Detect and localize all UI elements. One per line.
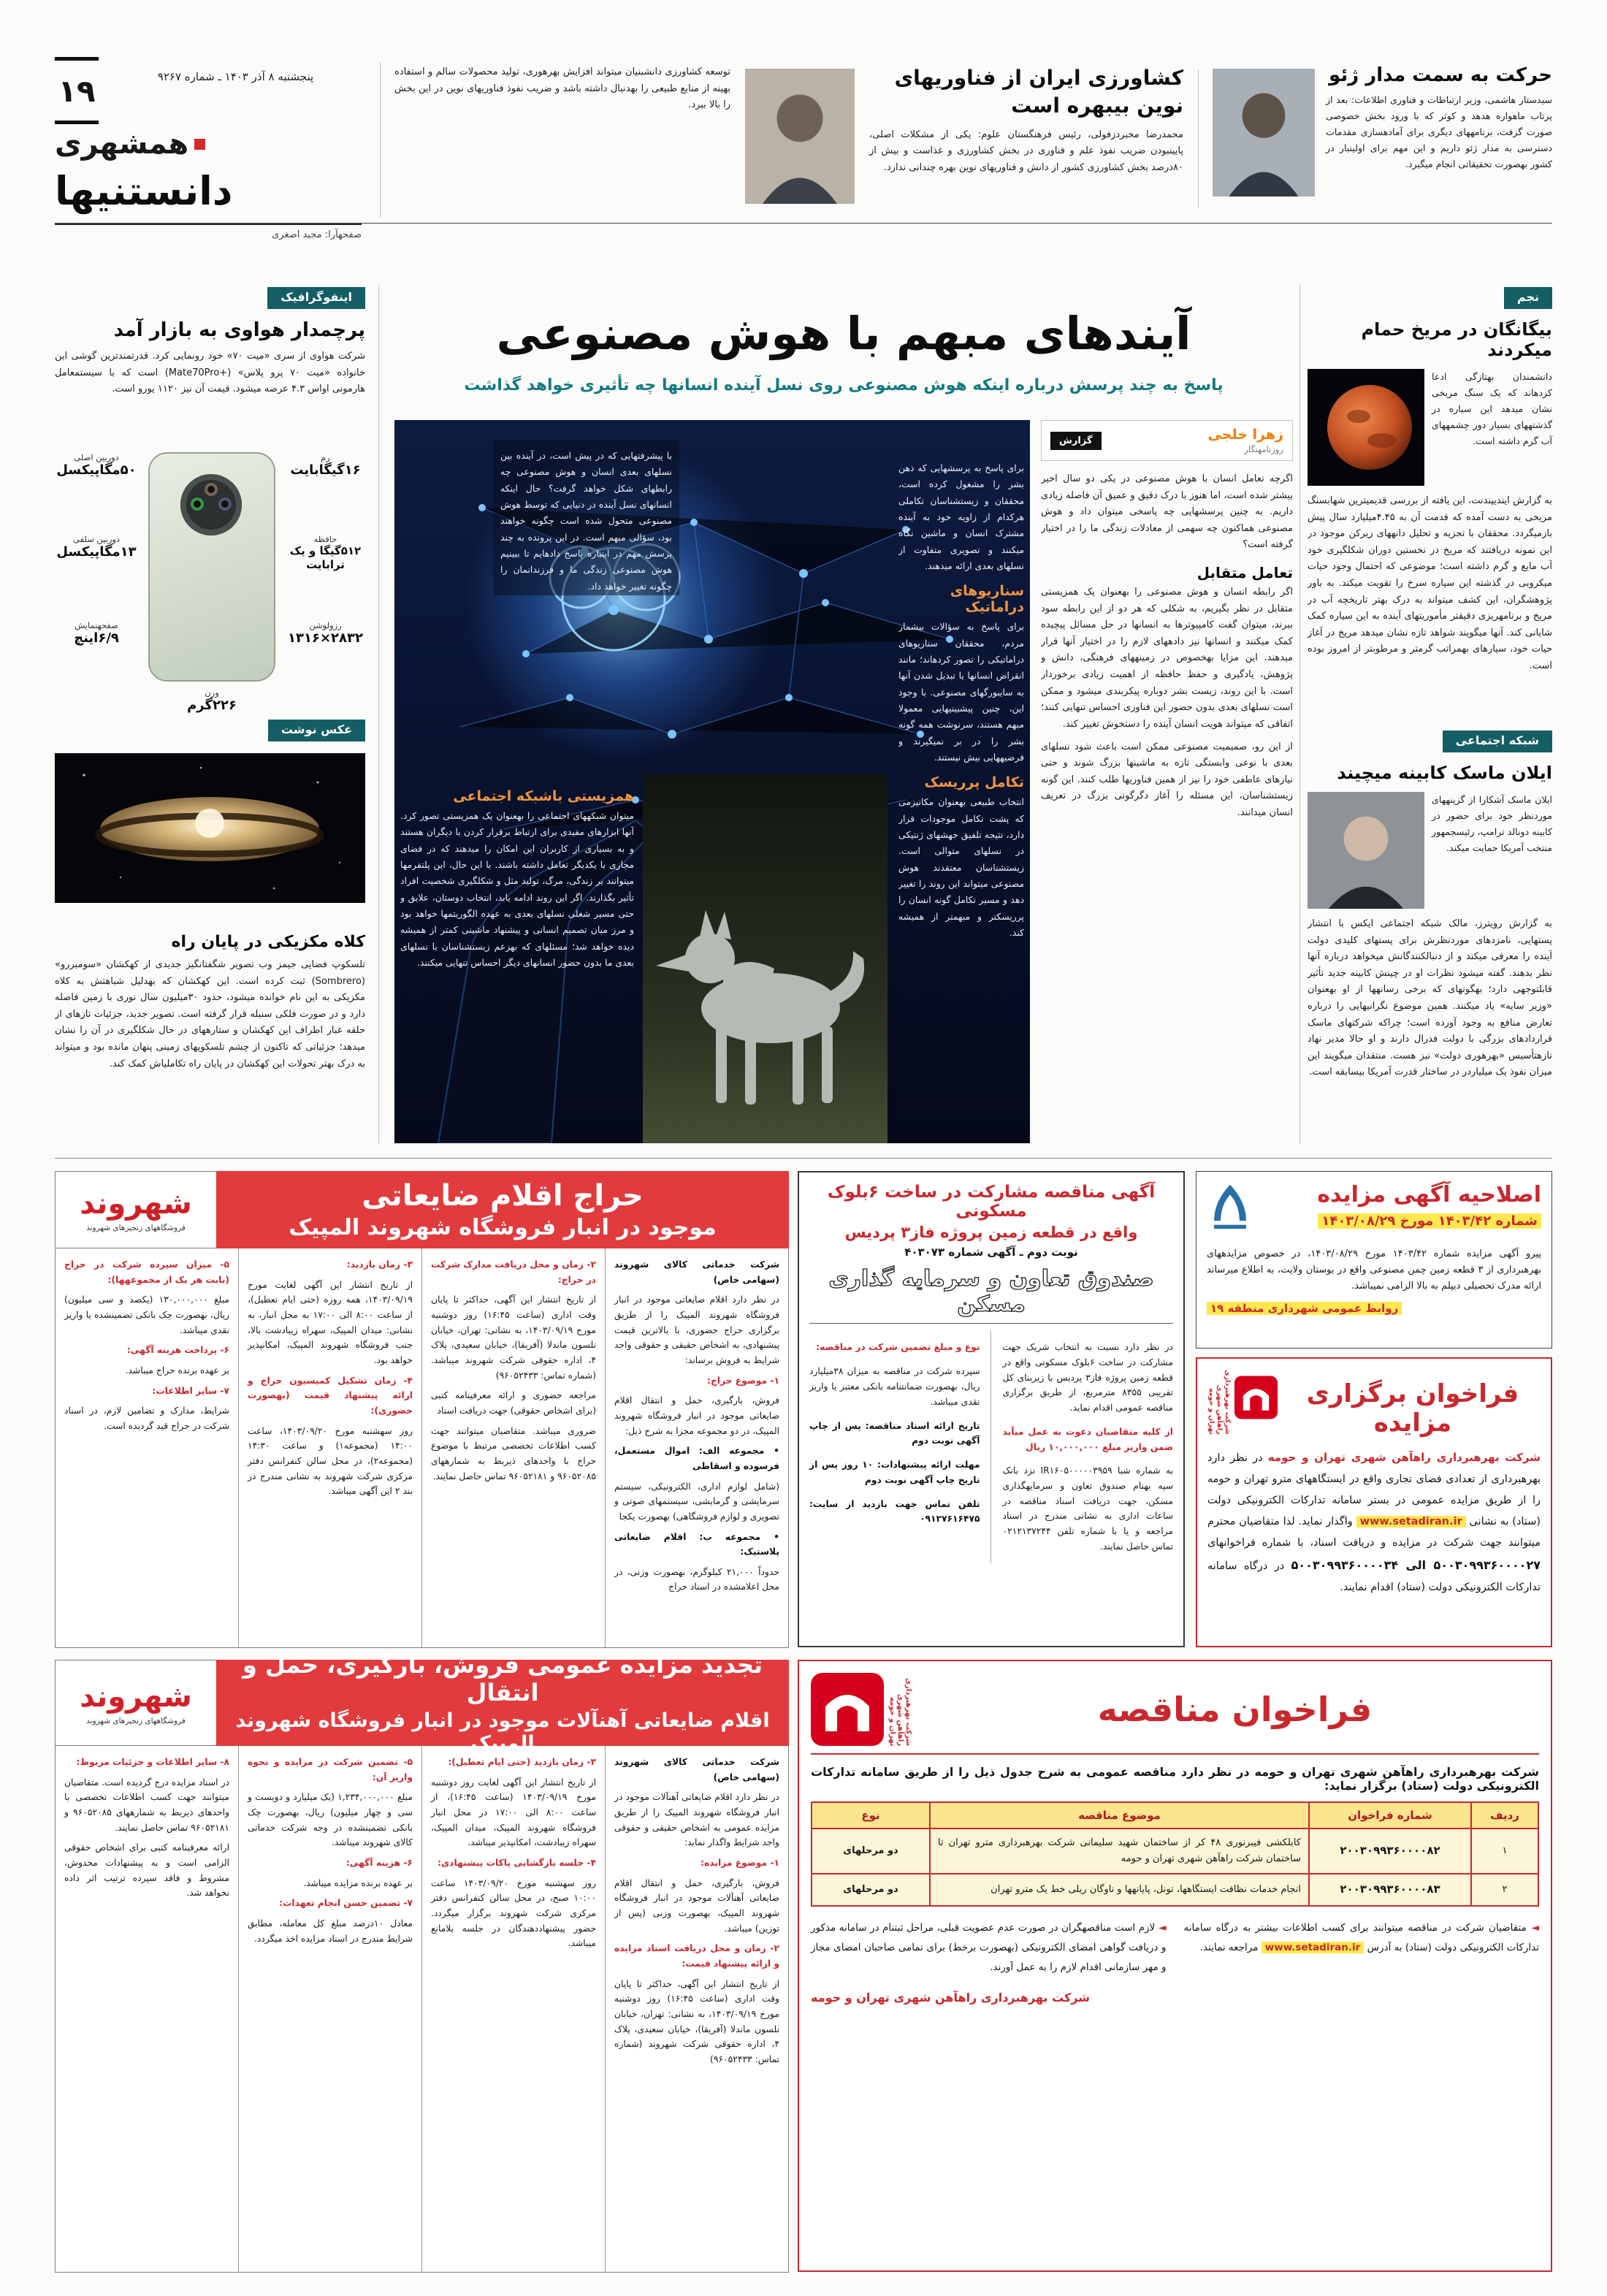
section-tag: شبکه اجتماعی [1443, 731, 1552, 752]
ad-column [1003, 1331, 1174, 1563]
col-header-row: ردیف [1471, 1802, 1538, 1828]
wolf-photo [643, 774, 888, 1143]
metro-auction-title: فراخوان برگزاری مزایده [1306, 1379, 1519, 1438]
byline-role: روزنامهنگار [1244, 444, 1283, 454]
musk-title: ایلان ماسک کابینه میچیند [1337, 763, 1552, 783]
musk-photo [1308, 792, 1424, 909]
tehran-municipality-logo-icon [1207, 1182, 1253, 1239]
section-body: از این رو، صمیمیت مصنوعی ممکن است باعث شود نسلهای بعدی با نوعی وابستگی تازه به ماشینها بزرگ شوند و حتی نیازهای عاطفی خود را نیز از همین فناوریها طلب کنند. این گونه زیستشناسان، این مسئله را آغاز دگرگونی بزرگ در تعریف انسان میدانند. [1041, 741, 1293, 818]
col-header-code: شماره فراخوان [1309, 1802, 1471, 1828]
ad-text: در نظر دارد اقلام ضایعاتی آهنآلات موجود در انبار فروشگاه شهروند المپیک را از طریق مزایده عمومی به اشخاص حقیقی و حقوقی واجد شرایط واگذار نماید: [614, 1792, 779, 1848]
page-number: ۱۹ [58, 72, 96, 109]
ad-text: مراجعه نمایند. [1199, 1941, 1259, 1953]
ad-item-heading: ۳- زمان بازدید: [346, 1259, 413, 1270]
wolf-icon [643, 774, 888, 1143]
spec-weight: وزن ۲۲۶گرم [187, 687, 237, 713]
tender-table [811, 1801, 1539, 1907]
ad-text: در درگاه سامانه تدارکات الکترونیکی دولت (ستاد) اقدام نمایند. [1207, 1560, 1541, 1593]
byline-box [1041, 420, 1293, 461]
musk-body: به گزارش رویترز، مالک شبکه اجتماعی ایکس با انتشار پستهایی، نامزدهای موردنظرش برای پستهای کلیدی دولت آینده را معرفی میکند و از دنبالکنندگانش میخواهد درباره آنها نظر بدهند. گفته میشود نظرات او در چینش کابینه جدید تأثیر قابلتوجهی دارد؛ بهگونهای که برخی رسانهها از او بهعنوان «وزیر سایه» یاد میکنند. همین موضوع نگرانیهایی را درباره تعارض منافع به وجود آورده است؛ چراکه شرکتهای ماسک قراردادهای بزرگی با دولت فدرال دارند و او حالا مدیر نهاد تازهتأسیس «بهرهوری دولت» نیز هست. منتقدان میگویند این میزان نفوذ یک میلیاردر در ساختار قدرت آمریکا بیسابقه است. [1308, 918, 1552, 1078]
man-portrait-icon [1213, 69, 1315, 197]
tender-title: فراخوان مناقصه [1097, 1690, 1373, 1729]
setadiran-link[interactable]: www.setadiran.ir [1356, 1516, 1466, 1528]
ad-text: از تاریخ انتشار این آگهی لغایت روز دوشنبه مورخ ۱۴۰۳/۰۹/۱۹ (ساعت ۱۶:۴۵)، از ساعت ۸:۰۰ الی ۱۷:۰۰ در محل انبار فروشگاه شهروند المپیک، میدان المپیک، سهراه زیبادشت، امکانپذیر میباشد. [431, 1777, 597, 1848]
section-scenarios [898, 460, 1024, 1140]
ad-text: سپرده شرکت در مناقصه به میزان ۳۸میلیارد ریال، بهصورت ضمانتنامه بانکی معتبر یا واریز نقدی میباشد. [809, 1366, 980, 1407]
divider [378, 285, 379, 1143]
mars-body: به گزارش ایندیپندنت، این یافته از بررسی قدیمیترین شهابسنگ مریخی به دست آمده که قدمت آن به ۴.۴۵میلیارد سال پیش بازمیگردد. محققان با تجزیه و تحلیل دانههای زیرکن موجود در این نمونه دریافتند که مریخ در نخستین دوران شکلگیری خود آب مایع و گرم داشته است؛ موضوعی که احتمال وجود حیات میکروبی در گذشته این سیاره سرخ را تقویت میکند. به باور پژوهشگران، این کشف میتواند به درک بهتر تاریخچه آب در مریخ و برنامهریزی دقیقتر مأموریتهای آینده به این سیاره کمک شایانی کند. آنها میگویند شواهد تازه نشان میدهد مریخ در آغاز حیات خود، سیارهای بهمراتب گرمتر و مرطوبتر از امروز بوده است. [1308, 495, 1552, 672]
ad-text: بر عهده برنده مزایده میباشد. [303, 1877, 413, 1888]
ad-text: شرکت خدماتی کالای شهروند (سهامی خاص) [614, 1259, 779, 1285]
ad-metro-auction [1196, 1357, 1552, 1647]
top-brief-agri [394, 64, 1183, 216]
ad-banner-line2: اقلام ضایعاتی آهنآلات موجود در انبار فروشگاه شهروند المپیک [235, 1709, 770, 1755]
section-heading: همزیستی باشبکه اجتماعی [453, 788, 634, 804]
ad-banner [216, 1171, 789, 1248]
correction-body: پیرو آگهی مزایده شماره ۱۴۰۳/۴۲ مورخ ۱۴۰۳/۰۸/۲۹، در خصوص مزایدههای بهرهبرداری از ۳ قطعه زمین چمن مصنوعی واقع در بوستان ولایت، به اطلاع میرساند ارائه مدرک تحصیلی دیپلم به بالا الزامی نمیباشد. [1207, 1248, 1542, 1292]
spec-main-camera: دوربین اصلی ۵۰مگاپیکسل [56, 452, 137, 478]
ad-item-heading: نوع و مبلغ تضمین شرکت در مناقصه: [816, 1342, 980, 1353]
cell-subject: کابلکشی فیبرنوری ۴۸ کر از ساختمان شهید سلیمانی شرکت بهرهبرداری مترو تهران تا ساختمان شرکت راهآهن شهری تهران و حومه [930, 1828, 1309, 1874]
divider [380, 62, 381, 217]
shahrvand-logo-sub: فروشگاههای زنجیرهای شهروند [86, 1717, 186, 1725]
ad-scrap-auction [55, 1171, 789, 1647]
ad-text: در اسناد مزایده درج گردیده است. متقاضیان میتوانند جهت کسب اطلاعات تخصصی با واحدهای ذیربط به شمارههای ۹۶۰۵۲۰۸۵ و ۹۶۰۵۲۱۸۱ تماس حاصل نمایند. [64, 1777, 229, 1833]
section-heading: تعامل متقابل [1196, 564, 1293, 582]
ad-column [605, 1746, 788, 2272]
ad-organization: صندوق تعاون و سرمایه گذاری مسکن [828, 1266, 1154, 1317]
ad-item-heading: ۵- تضمین شرکت در مزایده و نحوه واریز آن: [248, 1757, 413, 1782]
ad-item-heading: ۶- هزینه آگهی: [346, 1857, 413, 1868]
ad-text: ارائه معرفینامه کتبی برای اشخاص حقوقی الزامی است و به پیشنهادات مخدوش، مشروط و فاقد سپرده ترتیب اثر داده نخواهد شد. [64, 1842, 229, 1899]
col-header-type: نوع [812, 1802, 930, 1828]
shahrvand-logo-sub: فروشگاههای زنجیرهای شهروند [86, 1224, 186, 1232]
cell-row-number: ۲ [1471, 1874, 1538, 1906]
ad-item-heading: ۲- زمان و محل دریافت مدارک شرکت در حراج: [431, 1259, 596, 1285]
correction-signature: روابط عمومی شهرداری منطقه ۱۹ [1207, 1302, 1402, 1315]
portrait-photo [1213, 69, 1315, 197]
mars-photo [1308, 369, 1424, 486]
mars-title: بیگانگان در مریخ حمام میکردند [1361, 319, 1552, 360]
sombrero-galaxy-icon [55, 753, 365, 903]
tender-table-row [812, 1874, 1538, 1906]
byline-name: زهرا خلجی [1207, 427, 1283, 443]
divider [55, 223, 1552, 224]
ad-text: فروش، بارگیری، حمل و انتقال اقلام ضایعاتی آهنآلات موجود در انبار فروشگاه شهروند المپیک، بهصورت وزنی (پس از توزین) میباشد. [614, 1877, 779, 1934]
ad-text: معادل ۱۰درصد مبلغ کل معامله، مطابق شرایط مندرج در اسناد مزایده اخذ میگردد. [248, 1918, 413, 1944]
tender-table-row [812, 1828, 1538, 1874]
section-name: دانستنیها [55, 168, 233, 214]
section-heading: سناریوهای دراماتیک [950, 583, 1024, 616]
ad-column [238, 1248, 421, 1647]
shahrvand-logo-text: شهروند [80, 1680, 192, 1714]
ad-text: به شماره شبا IR۱۶۰۵۰۰۰۰۰۳۹۵۹ نزد بانک سپه بهنام صندوق تعاون و سرمایهگذاری مسکن، جهت دریافت اسناد مناقصه در ساعات اداری به نشانی مندرج در اسناد مراجعه و یا با شماره تلفن ۰۲۱۲۱۳۷۲۴۴ تماس حاصل نمایند. [1002, 1465, 1173, 1552]
brief-body: محمدرضا مخبردزفولی، رئیس فرهنگستان علوم: یکی از مشکلات اصلی، پایینبودن ضریب نفوذ علم و فناوری در بخش کشاورزی و غذاست و بیش از ۸۰درصد بخش کشاورزی کشور از دانش و فناوریهای نوین بهره چندانی ندارد. [869, 129, 1183, 173]
cell-call-number: ۲۰۰۳۰۹۹۳۶۰۰۰۰۸۳ [1309, 1874, 1471, 1906]
musk-article [1308, 731, 1552, 1129]
ad-title-line2: واقع در قطعه زمین پروژه فاز۳ پردیس [844, 1224, 1138, 1241]
ad-text: مبلغ ۱۳۰,۰۰۰,۰۰۰ (یکصد و سی میلیون) ریال، بهصورت چک بانکی تضمینشده یا واریز نقدی میباشد. [64, 1294, 230, 1335]
cell-type: دو مرحلهای [812, 1828, 930, 1874]
metro-auction-body [1207, 1446, 1541, 1598]
main-article-text-column [1041, 420, 1293, 1143]
camera-module-icon [180, 474, 242, 535]
ad-text: روز سهشنبه مورخ ۱۴۰۳/۰۹/۲۰ ساعت ۱۰:۰۰ صبح، در محل سالن کنفرانس دفتر مرکزی شرکت شهروند برگزار میگردد. حضور پیشنهاددهندگان در جلسه بلامانع میباشد. [431, 1877, 596, 1949]
cell-type: دو مرحلهای [812, 1874, 930, 1906]
section-body: برای پاسخ به سؤالات بیشمار مردم، محققان سناریوهای دراماتیکی را تصور کردهاند؛ مانند انقراض انسانها یا تبدیل شدن آنها به سایبورگهای مصنوعی. با وجود این، چنین پیشبینیهایی معمولا مبهم هستند، سرنوشت همه گونه بشر را در بر نمیگیرند و فرضیههایی بیش نیستند. [898, 621, 1024, 763]
metro-logo-icon [811, 1673, 884, 1746]
phone-image [148, 452, 275, 682]
ad-text: ضروری میباشد. متقاضیان میتوانند جهت کسب اطلاعات تخصصی مرتبط با موضوع حراج با واحدهای ذیربط به شمارههای ۹۶۰۵۲۰۸۵ و ۹۶۰۵۲۱۸۱ تماس حاصل نمایند. [431, 1425, 596, 1481]
spec-display: صفحهنمایش ۶/۹اینچ [74, 620, 119, 646]
masthead [55, 57, 369, 240]
divider [1299, 285, 1300, 1143]
shahrvand-logo-text: شهروند [80, 1187, 192, 1221]
metro-side-label: شرکت بهرهبرداری راهآهن شهری تهران و حومه [888, 1677, 912, 1746]
galaxy-photo [55, 753, 365, 903]
ad-item-heading: ۷- سایر اطلاعات: [152, 1385, 229, 1396]
metro-logo-block [811, 1673, 920, 1746]
report-chip: گزارش [1050, 432, 1102, 450]
ad-column [56, 1248, 238, 1647]
ad-text: در نظر دارد نسبت به انتخاب شریک جهت مشارکت در ساخت ۶بلوک مسکونی واقع در قطعه زمین پروژه فاز۳ پردیس با زیربنای کل تقریبی ۸۳۵۵ مترمربع، از طریق برگزاری مناقصه عمومی اقدام نماید. [1002, 1342, 1174, 1413]
ad-text: • مجموعه الف: اموال مستعمل، فرسوده و اسقاطی [614, 1446, 779, 1471]
section-body: انتخاب طبیعی بهعنوان مکانیزمی که پشت تکامل موجودات قرار دارد، نتیجه تلفیق جهشهای ژنتیکی در نسلهای متوالی است. زیستشناسان معتقدند هوش مصنوعی میتواند این روند را تغییر دهد و مسیر تکامل گونه انسان را پرریسکتر و مبهمتر از همیشه کند. [898, 796, 1024, 938]
metro-logo-block [1207, 1369, 1278, 1435]
section-heading: تکامل پرریسک [924, 774, 1024, 791]
metro-side-label: شرکت بهرهبرداری راهآهن شهری تهران و حومه [1207, 1370, 1232, 1435]
spec-selfie-camera: دوربین سلفی ۱۳مگاپیکسل [56, 534, 137, 560]
correction-title: اصلاحیه آگهی مزایده [1317, 1182, 1541, 1208]
ad-column [605, 1248, 788, 1647]
main-article-image [394, 420, 1030, 1143]
ad-item-heading: ۲- زمان و محل دریافت اسناد مزایده و ارائه پیشنهاد قیمت: [614, 1943, 779, 1969]
section-tag: اینفوگرافیک [267, 287, 365, 309]
ad-item-heading: ۴- جلسه بازگشایی پاکات پیشنهادی: [437, 1857, 596, 1868]
ad-text: شرایط، مدارک و تضامین لازم، در اسناد شرکت در حراج قید گردیده است. [64, 1406, 229, 1431]
ad-note: نوبت دوم ـ آگهی شماره ۴۰۳۰۷۳ [904, 1246, 1078, 1259]
tender-note: ◄ متقاضیان شرکت در مناقصه میتوانند برای کسب اطلاعات بیشتر به درگاه سامانه تدارکات الکترونیکی دولت (ستاد) به آدرس www.setadiran.ir مراجعه نمایند. [1183, 1921, 1539, 1953]
spec-memory: حافظه ۵۱۲گیگا و یک ترابایت [289, 534, 362, 571]
photo-note-block [55, 720, 365, 1153]
ad-column [56, 1746, 238, 2272]
ad-item-heading: ۴- زمان تشکیل کمیسیون حراج و ارائه پیشنهاد قیمت (بهصورت حضوری): [248, 1375, 413, 1416]
correction-subtitle: شماره ۱۴۰۳/۴۲ مورخ ۱۴۰۳/۰۸/۲۹ [1318, 1213, 1541, 1229]
section-tag: نجم [1504, 287, 1552, 309]
ad-title-line1: آگهی مناقصه مشارکت در ساخت ۶بلوک مسکونی [827, 1183, 1156, 1221]
metro-logo-icon [1234, 1369, 1278, 1426]
spec-resolution: رزولوشن ۲۸۳۲×۱۳۱۶ [288, 620, 363, 646]
ad-banner [216, 1650, 789, 1755]
section-body: اگر رابطه انسان و هوش مصنوعی را بهعنوان یک همزیستی متقابل در نظر بگیریم، به شکلی که هر دو از این رابطه سود ببرند، میتوان گفت کامپیوترها به انسانها در حل مسائل پیچیده کمک میکنند و انسانها نیز دادههای لازم را در اختیار آنها قرار میدهند. این مزایا بهخصوص در زمینههای فرهنگی، دانش و پژوهش، یادگیری و حفظ حافظه از اهمیت زیادی برخوردار است. با این روند، زیست بشر دوباره پیکربندی میشود و ممکن است نسلهای بعدی بدون حضور این فناوری احساس تنهایی کنند؛ اتفاقی که میتواند هویت انسان آینده را دستخوش تغییر کند. [1041, 587, 1293, 730]
ad-banner-line2: موجود در انبار فروشگاه شهروند المپیک [289, 1214, 717, 1240]
photo-note-title: کلاه مکزیکی در پایان راه [171, 933, 365, 951]
divider [55, 1158, 1552, 1159]
ad-banner-line1: تجدید مزایده عمومی فروش، بارگیری، حمل و انتقال [242, 1650, 763, 1706]
company-name: شرکت بهرهبرداری راهآهن شهری تهران و حومه [1267, 1451, 1541, 1464]
main-article-title: آیندهای مبهم با هوش مصنوعی [496, 307, 1191, 360]
mars-article [1308, 287, 1552, 734]
brief-body-continued: توسعه کشاورزی دانشبنیان میتواند افزایش بهرهوری، تولید محصولات سالم و استفاده بهینه از منابع طبیعی را بهدنبال داشته باشد و ضریب نفوذ فناوریهای نوین در این بخش را بالا ببرد. [394, 66, 730, 111]
ad-column [238, 1746, 421, 2272]
brief-title: حرکت به سمت مدار ژئو [1329, 64, 1552, 86]
tender-note: ◄ لازم است مناقصهگران در صورت عدم عضویت قبلی، مراحل ثبتنام در سامانه مذکور و دریافت گواهی امضای الکترونیکی (بهصورت برخط) برای تمامی صاحبان امضای مجاز و مهر سازمانی اقدام لازم را به عمل آورند. [811, 1921, 1167, 1973]
ad-column [421, 1746, 605, 2272]
ad-text: واگذار نماید. لذا متقاضیان محترم میتوانند جهت شرکت در مزایده و دریافت اسناد، با شماره فراخوانهای [1207, 1516, 1541, 1549]
ad-renewed-auction [55, 1650, 789, 2272]
section-social [400, 779, 634, 1139]
tender-table-header-row [812, 1802, 1538, 1828]
paper-logo [55, 127, 205, 161]
infographic-body: شرکت هواوی از سری «میت ۷۰» خود رونمایی کرد. قدرتمندترین گوشی این خانواده «میت ۷۰ پرو پلاس» (+Mate70Pro) است که با سیستمعامل هارمونی اواس ۴.۳ عرضه میشود. قیمت آن نیز ۱۱۲۰ یورو است. [55, 351, 365, 395]
man-portrait-icon [1308, 792, 1424, 909]
ad-text: مبلغ ۱,۲۳۴,۰۰۰,۰۰۰ (یک میلیارد و دویست و سی و چهار میلیون) ریال، بهصورت چک بانکی تضمینشده در وجه شرکت خدماتی کالای شهروند میباشد. [248, 1792, 413, 1848]
ad-text: فروش، بارگیری، حمل و انتقال اقلام ضایعاتی موجود در انبار فروشگاه شهروند المپیک، در دو مجموعه مجزا به شرح ذیل: [614, 1395, 779, 1436]
section-intro: برای پاسخ به پرسشهایی که ذهن بشر را مشغول کرده است، محققان و زیستشناسان تکاملی هرکدام از زاویه خود به آینده مشترک انسان و ماشین نگاه میکنند و تصویری متفاوت از نسلهای بعدی ارائه میدهند. [898, 462, 1024, 571]
ad-item-heading: ۱- موضوع مزایده: [701, 1857, 779, 1868]
photo-note-body: تلسکوپ فضایی جیمز وب تصویر شگفتانگیز جدیدی از کهکشان «سومبررو» (Sombrero) ثبت کرده است. این کهکشان که بهدلیل شباهتش به کلاه مکزیکی به این نام خوانده میشود، حدود ۳۰میلیون سال نوری با زمین فاصله دارد و در صورت فلکی سنبله قرار گرفته است. تصویر جدید، جزئیات تازهای از حلقه غبار اطراف این کهکشان و ستارههای در حال شکلگیری در آن را نشان میدهد؛ جزئیاتی که تاکنون از چشم تلسکوپهای زمینی پنهان مانده بود و میتواند به درک بهتر تحولات این کهکشان در پایان راه تکاملیاش کمک کند. [55, 959, 365, 1069]
ad-text: متقاضیان شرکت در مناقصه میتوانند برای کسب اطلاعات بیشتر به درگاه سامانه تدارکات الکترونیکی دولت (ستاد) به آدرس [1183, 1921, 1539, 1953]
ad-text: در نظر دارد بهرهبرداری از تعدادی فضای تجاری واقع در ایستگاههای مترو تهران و حومه را از طریق مزایده عمومی در بستر سامانه تدارکات الکترونیکی دولت (ستاد) به نشانی [1207, 1452, 1541, 1528]
main-article-subtitle: پاسخ به چند پرسش درباره اینکه هوش مصنوعی روی نسل آینده انسانها چه تأثیری خواهد گذاشت [464, 376, 1224, 394]
shahrvand-logo [55, 1171, 216, 1248]
ad-metro-tender [798, 1660, 1552, 2272]
ad-text: مهلت ارائه پیشنهادات: ۱۰ روز پس از تاریخ چاپ آگهی نوبت دوم [809, 1460, 980, 1485]
call-numbers: ۵۰۰۳۰۹۹۳۶۰۰۰۰۲۷ الی ۵۰۰۳۰۹۹۳۶۰۰۰۰۳۴ [1291, 1558, 1541, 1572]
article-intro: اگرچه تعامل انسان با هوش مصنوعی در یکی دو سال اخیر بیشتر شده است، اما هنوز با درک دقیق و عمیق آن فاصله زیادی داریم. به چنین پرسشهایی چه پاسخی میتوان داد و هوش مصنوعی هماکنون چه سهمی از معادلات زندگی ما را در اختیار گرفته است؟ [1041, 473, 1293, 551]
ad-text: لازم است مناقصهگران در صورت عدم عضویت قبلی، مراحل ثبتنام در سامانه مذکور و دریافت گواهی امضای الکترونیکی (بهصورت برخط) برای تمامی صاحبان امضای مجاز و مهر سازمانی اقدام لازم را به عمل آورند. [811, 1921, 1167, 1973]
ad-housing-tender [798, 1171, 1185, 1647]
infographic-title: پرچمدار هواوی به بازار آمد [113, 319, 365, 341]
section-tag: عکس نوشت [268, 720, 365, 741]
date-line: پنجشنبه ۸ آذر ۱۴۰۳ ـ شماره ۹۲۶۷ [157, 70, 314, 83]
brief-title: کشاورزی ایران از فناوریهای نوین بیبهره است [894, 66, 1183, 118]
cell-subject: انجام خدمات نظافت ایستگاهها، تونل، پایانهها و ناوگان ریلی خط یک مترو تهران [930, 1874, 1309, 1906]
infographic-block [55, 287, 365, 713]
ad-item-heading: ۸- سایر اطلاعات و جزئیات مربوط: [76, 1757, 229, 1767]
ad-text: از تاریخ انتشار این آگهی، حداکثر تا پایان وقت اداری (ساعت ۱۶:۴۵) روز دوشنبه مورخ ۱۴۰۳/۰۹/۱۹، به نشانی: تهران، خیابان نلسون ماندلا (آفریقا)، خیابان سعیدی، پلاک ۴، اداره حقوقی شرکت شهروند (شماره تماس: ۹۶۰۵۲۴۳۳) [614, 1978, 779, 2064]
man-portrait-icon [745, 69, 855, 204]
section-body: میتوان شبکههای اجتماعی را بهعنوان یک همزیستی تصور کرد. آنها ابزارهای مفیدی برای ارتباط برقرار کردن با دیگران هستند و به بسیاری از کاربران این امکان را میدهند که در فضای مجازی با یکدیگر تعامل داشته باشند. با این حال، این پلتفرمها میتوانند بر زندگی، مرگ، تولید مثل و شکلگیری شخصیت افراد تأثیر بگذارند. اگر این روند ادامه یابد، انتخاب دوستان، علایق و حتی مسیر شغلی نسلهای بعدی به عهده الگوریتمها خواهد بود و مرز میان تصمیم انسانی و پیشنهاد ماشینی کمتر از همیشه دیده خواهد شد؛ مسئلهای که بهزعم زیستشناسان با نسلهای بعدی ما بدون حضور انسانهای دیگر احساس تنهایی میکنند. [400, 810, 634, 968]
ad-text: بر عهده برنده حراج میباشد. [125, 1365, 229, 1376]
ad-text: از کلیه متقاضیان دعوت به عمل میآید ضمن واریز مبلغ ۱۰,۰۰۰,۰۰۰ ریال [1002, 1426, 1173, 1452]
ad-item-heading: ۳- زمان بازدید (حتی ایام تعطیل): [448, 1757, 596, 1767]
ad-text: مراجعه حضوری و ارائه معرفینامه کتبی (برای اشخاص حقوقی) جهت دریافت اسناد [431, 1390, 596, 1416]
ad-item-heading: ۷- تضمین حسن انجام تعهدات: [279, 1898, 413, 1909]
ad-banner-line1: حراج اقلام ضایعاتی [362, 1178, 644, 1213]
ad-text: از تاریخ انتشار این آگهی، حداکثر تا پایان وقت اداری (ساعت ۱۶:۴۵) روز دوشنبه مورخ ۱۴۰۳/۰۹/۱۹، به نشانی: تهران، خیابان نلسون ماندلا (آفریقا)، خیابان سعیدی، پلاک ۴، اداره حقوقی شرکت شهروند میباشد. (شماره تماس: ۹۶۰۵۲۴۳۳) [431, 1294, 596, 1381]
divider [809, 1323, 1173, 1324]
ad-item-heading: ۶- پرداخت هزینه آگهی: [126, 1345, 229, 1356]
paper-name: همشهری [55, 127, 189, 161]
mars-body-lead: دانشمندان بهتازگی ادعا کردهاند که یک سنگ مریخی نشان میدهد این سیاره در گذشتههای بسیار دور چشمههای آب گرم داشته است. [1432, 371, 1552, 446]
col-header-subject: موضوع مناقصه [930, 1802, 1309, 1828]
ad-item-heading: ۱- موضوع حراج: [706, 1375, 779, 1386]
ad-text: (شامل لوازم اداری، الکترونیکی، سیستم سرمایشی و گرمایشی، سیستمهای صوتی و تصویری و لوازم فروشگاهی) بهصورت یکجا [614, 1481, 779, 1522]
ad-text: روز سهشنبه مورخ ۱۴۰۳/۰۹/۲۰، ساعت ۱۴:۰۰ (مجموعه۱) و ساعت ۱۴:۳۰ (مجموعه۲)، در محل سالن کنفرانس دفتر مرکزی شرکت شهروند به نشانی مندرج در بند ۲ این آگهی میباشد. [248, 1425, 413, 1497]
setadiran-link[interactable]: www.setadiran.ir [1261, 1942, 1364, 1953]
divider [1198, 69, 1199, 208]
ad-phone: تلفن تماس جهت بازدید از سایت: ۰۹۱۲۷۶۱۶۴۷۵ [809, 1498, 980, 1525]
ad-column [421, 1248, 605, 1647]
tender-intro: شرکت بهرهبرداری راهآهن شهری تهران و حومه در نظر دارد مناقصه عمومی به شرح جدول ذیل را از طریق سامانه تدارکات الکترونیکی دولت (ستاد) برگزار نماید: [811, 1765, 1539, 1793]
shahrvand-logo [55, 1660, 216, 1746]
logo-mark-icon [194, 139, 205, 150]
ad-text: تاریخ ارائه اسناد مناقصه: پس از چاپ آگهی نوبت دوم [809, 1420, 980, 1446]
lead-paragraph: با پیشرفتهایی که در پیش است، در آینده بین نسلهای بعدی انسان و هوش مصنوعی چه رابطهای شکل خواهد گرفت؟ حال اینکه انسانهای نسل آینده در دنیایی که توسط هوش مصنوعی متحول شده است چگونه خواهند بود، سؤالی مبهم است. در این پرونده به چند پرسش مهم در اینباره پاسخ دادهایم تا ببینیم هوش مصنوعی زندگی ما و فرزندانمان را چگونه تغییر خواهد داد. [493, 440, 679, 595]
mars-planet-icon [1308, 369, 1424, 486]
ad-text: شرکت خدماتی کالای شهروند (سهامی خاص) [614, 1757, 779, 1782]
ad-text: از تاریخ انتشار این آگهی لغایت مورخ ۱۴۰۳/۰۹/۱۹، همه روزه (حتی ایام تعطیل)، از ساعت ۸:۰۰ الی ۱۷:۰۰ به محل انبار، به نشانی: میدان المپیک، سهراه زیبادشت بالا، جنب فروشگاه شهروند المپیک، امکانپذیر خواهد بود. [248, 1279, 413, 1365]
spec-ram: رم ۱۶گیگابایت [290, 452, 361, 478]
top-brief-geo [1213, 64, 1552, 216]
brief-body: سیدستار هاشمی، وزیر ارتباطات و فناوری اطلاعات: بعد از پرتاب ماهواره هدهد و کوثر که با ورود بخش خصوصی صورت گرفت، برنامههای دیگری برای آمادهسازی مقدمات دسترسی به مدار ژئو داریم و این مهم برای اولینبار در کشور بهصورت تحقیقاتی انجام میگیرد. [1326, 94, 1552, 169]
phone-infographic [55, 446, 365, 728]
ad-text: حدوداً ۲۱,۰۰۰ کیلوگرم، بهصورت وزنی، در محل اعلامشده در اسناد حراج [614, 1566, 779, 1593]
ad-column [809, 1331, 991, 1563]
tender-signature: شرکت بهرهبرداری راهآهن شهری تهران و حومه [811, 1990, 1091, 2005]
ad-item-heading: ۵- میزان سپرده شرکت در حراج (بابت هر یک از مجموعهها): [64, 1259, 229, 1285]
layout-credit: صفحهآرا: مجید اصغری [55, 224, 362, 240]
cell-row-number: ۱ [1471, 1828, 1538, 1874]
musk-body-lead: ایلان ماسک آشکارا از گزینههای موردنظر خود برای حضور در کابینه دونالد ترامپ، رئیسجمهور منتخب آمریکا حمایت میکند. [1432, 794, 1552, 853]
cell-call-number: ۲۰۰۳۰۹۹۳۶۰۰۰۰۸۲ [1309, 1828, 1471, 1874]
ad-correction-notice [1196, 1171, 1552, 1349]
portrait-photo [745, 69, 855, 204]
ad-text: در نظر دارد اقلام ضایعاتی موجود در انبار فروشگاه شهروند المپیک را از طریق برگزاری حراج حضوری، با بالاترین قیمت پیشنهادی، به اشخاص حقیقی و حقوقی واجد شرایط به فروش برساند: [614, 1294, 779, 1365]
ad-text: • مجموعه ب: اقلام ضایعاتی پلاستیک: [614, 1531, 779, 1557]
